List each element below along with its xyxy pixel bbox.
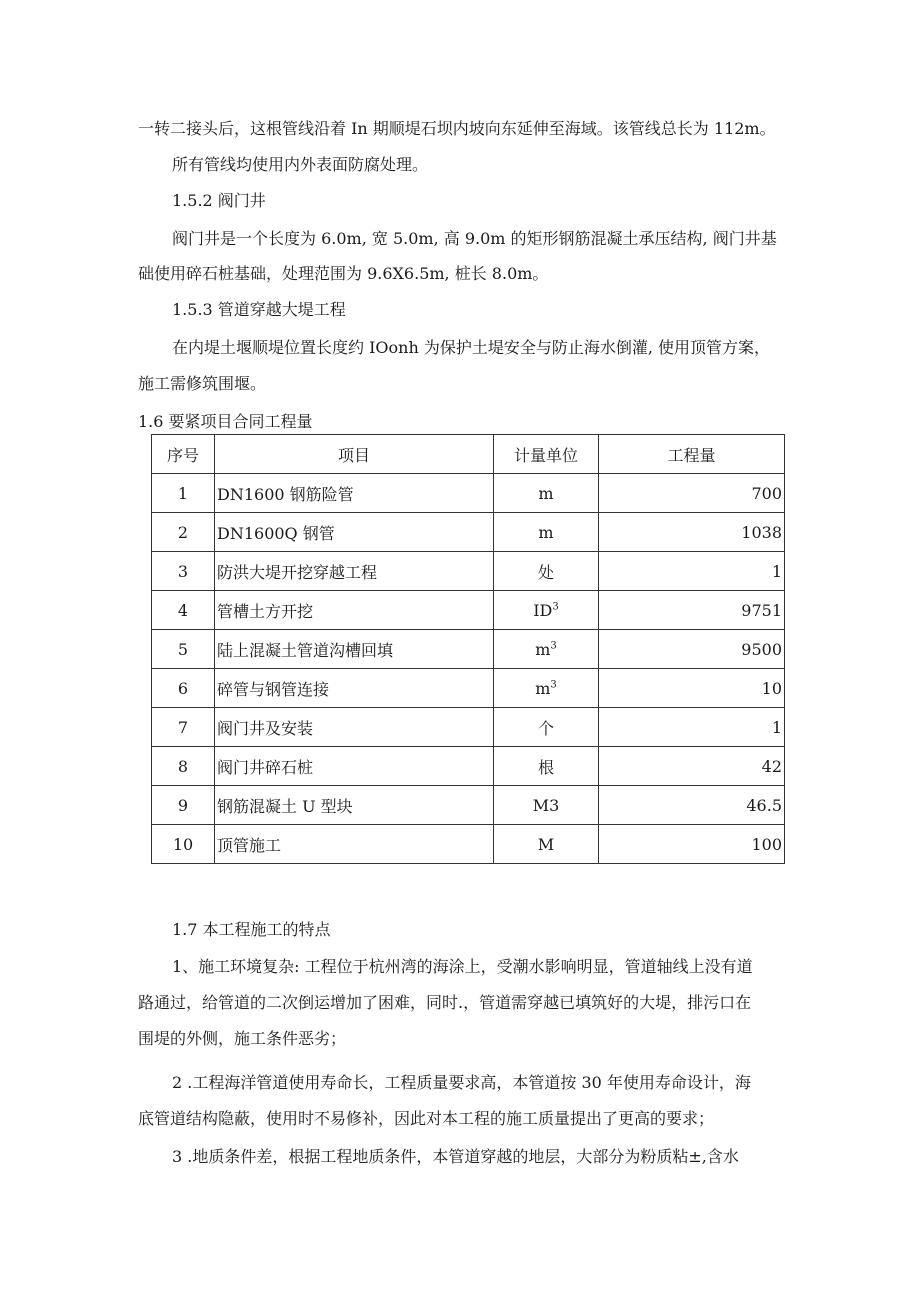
- cell-no: 5: [152, 630, 215, 669]
- paragraph-valve-well-line2: 础使用碎石桩基础，处理范围为 9.6X6.5m, 桩长 8.0m。: [138, 264, 549, 283]
- unit-text: M3: [532, 795, 560, 815]
- unit-text: m: [538, 483, 554, 503]
- cell-no: 8: [152, 747, 215, 786]
- cell-unit: [494, 552, 599, 591]
- cell-item: 阀门井及安装: [215, 708, 494, 747]
- cell-qty: 10: [599, 669, 785, 708]
- cell-qty: 46.5: [599, 786, 785, 825]
- cell-qty: 100: [599, 825, 785, 864]
- unit-superscript: 3: [552, 601, 559, 613]
- cell-unit: [494, 630, 599, 669]
- cell-item: 钢筋混凝土 U 型块: [215, 786, 494, 825]
- cell-no: 3: [152, 552, 215, 591]
- heading-valve-well: 1.5.2 阀门井: [172, 191, 266, 210]
- table-body: [152, 474, 785, 864]
- unit-text: 个: [537, 718, 554, 738]
- table-caption: 1.6 要紧项目合同工程量: [138, 412, 313, 431]
- cell-item: DN1600 钢筋险管: [215, 474, 494, 513]
- cell-no: 9: [152, 786, 215, 825]
- feature-1-line3: 围堤的外侧，施工条件恶劣；: [138, 1029, 347, 1048]
- table-row: [152, 786, 785, 825]
- table-row: [152, 513, 785, 552]
- cell-no: 6: [152, 669, 215, 708]
- unit-superscript: 3: [550, 640, 557, 652]
- quantity-table: [151, 434, 785, 864]
- cell-qty: 9751: [599, 591, 785, 630]
- cell-qty: 42: [599, 747, 785, 786]
- unit-text: ID: [533, 600, 553, 620]
- unit-text: m: [535, 639, 551, 659]
- cell-no: 2: [152, 513, 215, 552]
- cell-item: 碎管与钢管连接: [215, 669, 494, 708]
- cell-qty: 700: [599, 474, 785, 513]
- cell-no: 10: [152, 825, 215, 864]
- cell-item: DN1600Q 钢管: [215, 513, 494, 552]
- cell-unit: [494, 474, 599, 513]
- cell-no: 7: [152, 708, 215, 747]
- cell-item: 顶管施工: [215, 825, 494, 864]
- cell-qty: 1: [599, 708, 785, 747]
- paragraph-embankment-line1: 在内堤土堰顺堤位置长度约 IOonh 为保护土堤安全与防止海水倒灌, 使用顶管方案，: [172, 338, 771, 357]
- cell-unit: [494, 747, 599, 786]
- table-row: [152, 747, 785, 786]
- cell-item: 阀门井碎石桩: [215, 747, 494, 786]
- paragraph-embankment-line2: 施工需修筑围堰。: [138, 374, 267, 393]
- cell-unit: [494, 825, 599, 864]
- unit-text: m: [538, 522, 554, 542]
- cell-unit: [494, 786, 599, 825]
- cell-no: 1: [152, 474, 215, 513]
- table-row: [152, 669, 785, 708]
- feature-2-line2: 底管道结构隐蔽，使用时不易修补，因此对本工程的施工质量提出了更高的要求；: [138, 1109, 715, 1128]
- unit-text: 处: [537, 562, 554, 582]
- table-row: [152, 552, 785, 591]
- unit-text: m: [535, 678, 551, 698]
- table-row: [152, 825, 785, 864]
- cell-item: 管槽土方开挖: [215, 591, 494, 630]
- header-qty: 工程量: [599, 435, 785, 474]
- paragraph-pipeline-length: 一转二接头后，这根管线沿着 In 期顺堤石坝内坡向东延伸至海域。该管线总长为 112m。: [138, 119, 776, 138]
- feature-1-line2: 路通过，给管道的二次倒运增加了困难，同时.，管道需穿越已填筑好的大堤，排污口在: [138, 993, 752, 1012]
- paragraph-anticorrosion: 所有管线均使用内外表面防腐处理。: [172, 155, 429, 174]
- cell-unit: [494, 513, 599, 552]
- header-no: 序号: [152, 435, 215, 474]
- unit-text: 根: [537, 757, 554, 777]
- heading-embankment-crossing: 1.5.3 管道穿越大堤工程: [172, 300, 346, 319]
- cell-item: 防洪大堤开挖穿越工程: [215, 552, 494, 591]
- cell-no: 4: [152, 591, 215, 630]
- feature-2-line1: 2 .工程海洋管道使用寿命长，工程质量要求高，本管道按 30 年使用寿命设计，海: [172, 1073, 751, 1092]
- feature-3-line1: 3 .地质条件差，根据工程地质条件，本管道穿越的地层，大部分为粉质粘±,含水: [172, 1147, 739, 1166]
- cell-unit: [494, 669, 599, 708]
- table-row: [152, 474, 785, 513]
- cell-unit: [494, 708, 599, 747]
- table-header-row: [152, 435, 785, 474]
- header-unit: 计量单位: [494, 435, 599, 474]
- cell-qty: 9500: [599, 630, 785, 669]
- cell-qty: 1038: [599, 513, 785, 552]
- unit-text: M: [537, 834, 555, 854]
- table-row: [152, 630, 785, 669]
- heading-construction-features: 1.7 本工程施工的特点: [172, 920, 331, 939]
- unit-superscript: 3: [550, 679, 557, 691]
- cell-qty: 1: [599, 552, 785, 591]
- table-row: [152, 708, 785, 747]
- table-row: [152, 591, 785, 630]
- cell-unit: [494, 591, 599, 630]
- cell-item: 陆上混凝土管道沟槽回填: [215, 630, 494, 669]
- paragraph-valve-well-line1: 阀门井是一个长度为 6.0m, 宽 5.0m, 高 9.0m 的矩形钢筋混凝土承压结构, 阀门井基: [172, 229, 777, 248]
- feature-1-line1: 1、施工环境复杂: 工程位于杭州湾的海涂上，受潮水影响明显，管道轴线上没有道: [172, 957, 753, 976]
- header-item: 项目: [215, 435, 494, 474]
